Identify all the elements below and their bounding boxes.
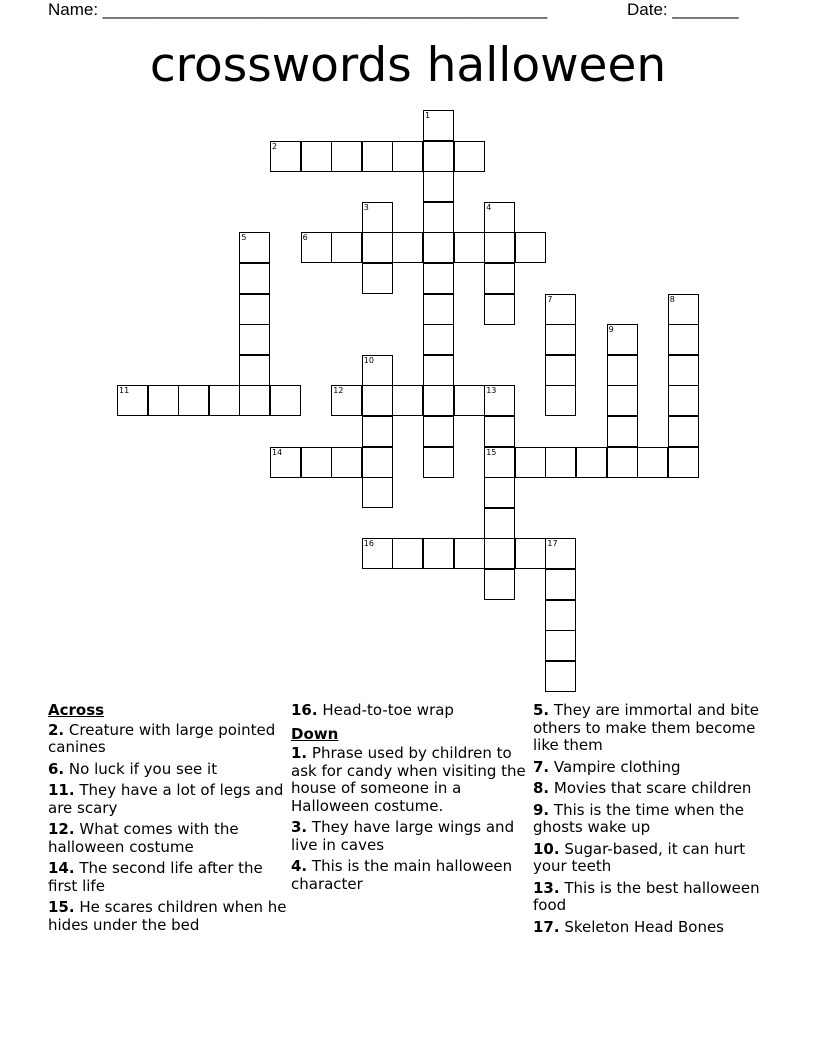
grid-cell[interactable] (301, 232, 332, 263)
clue-down-10 (533, 841, 773, 876)
clue-number: 7. (533, 757, 550, 776)
grid-cell[interactable] (484, 538, 515, 569)
clue-down-1 (291, 745, 531, 815)
clue-down-3 (291, 819, 531, 854)
grid-cell[interactable] (515, 447, 546, 478)
clue-number: 6. (48, 759, 65, 778)
clue-text: This is the main halloween character (291, 857, 513, 893)
grid-cell[interactable] (545, 569, 576, 600)
grid-cell[interactable] (484, 508, 515, 539)
grid-cell[interactable] (362, 141, 393, 172)
clue-number-label: 2 (272, 141, 278, 151)
clue-across-2 (48, 722, 288, 757)
grid-cell[interactable] (637, 447, 668, 478)
clue-number-label: 14 (272, 447, 283, 457)
date-field: Date: _______ (627, 0, 739, 19)
clue-number-label: 5 (241, 233, 247, 243)
grid-cell[interactable] (239, 294, 270, 325)
clue-number-label: 4 (486, 202, 492, 212)
grid-cell[interactable] (545, 355, 576, 386)
clues-column-3 (533, 702, 773, 940)
grid-cell[interactable] (484, 416, 515, 447)
clue-text: He scares children when he hides under the bed (48, 898, 287, 934)
grid-cell[interactable] (392, 232, 423, 263)
grid-cell[interactable] (423, 141, 454, 172)
grid-cell[interactable] (209, 385, 240, 416)
clue-down-13 (533, 880, 773, 915)
clue-text: No luck if you see it (68, 759, 218, 778)
grid-cell[interactable] (423, 202, 454, 233)
clue-across-15 (48, 899, 288, 934)
clue-text: Skeleton Head Bones (564, 917, 724, 936)
clue-number: 16. (291, 701, 318, 719)
grid-cell[interactable] (607, 416, 638, 447)
grid-cell[interactable] (545, 538, 576, 569)
grid-cell[interactable] (423, 416, 454, 447)
clue-number: 9. (533, 800, 550, 819)
clue-down-4 (291, 858, 531, 893)
grid-cell[interactable] (423, 263, 454, 294)
grid-cell[interactable] (607, 385, 638, 416)
name-field: Name: _______________________________________________ (48, 0, 548, 19)
grid-cell[interactable] (362, 447, 393, 478)
clue-number-label: 9 (608, 325, 614, 335)
clue-number: 14. (48, 859, 75, 877)
clue-text: Phrase used by children to ask for candy when visiting the house of someone in a Halloween costume. (291, 744, 526, 815)
grid-cell[interactable] (668, 294, 699, 325)
clue-text: Sugar-based, it can hurt your teeth (533, 839, 746, 875)
grid-cell[interactable] (362, 263, 393, 294)
grid-cell[interactable] (270, 385, 301, 416)
clue-down-17 (533, 919, 773, 937)
clue-across-14 (48, 860, 288, 895)
grid-cell[interactable] (423, 110, 454, 141)
clue-number: 15. (48, 898, 75, 916)
clue-number: 1. (291, 744, 308, 762)
clue-number: 13. (533, 878, 560, 897)
clue-number-label: 1 (425, 111, 431, 120)
across-heading: Across (48, 701, 105, 719)
clue-number-label: 15 (486, 447, 497, 457)
clue-text: Creature with large pointed canines (48, 720, 276, 756)
grid-cell[interactable] (239, 355, 270, 386)
clue-across-11 (48, 782, 288, 817)
grid-cell[interactable] (239, 232, 270, 263)
clue-down-8 (533, 780, 773, 798)
grid-cell[interactable] (576, 447, 607, 478)
grid-cell[interactable] (270, 141, 301, 172)
grid-cell[interactable] (239, 324, 270, 355)
clue-number: 10. (533, 839, 560, 858)
clue-number-label: 3 (363, 202, 369, 212)
grid-cell[interactable] (545, 661, 576, 692)
clue-number-label: 17 (547, 539, 558, 549)
clue-number: 8. (533, 779, 550, 797)
clue-number: 2. (48, 720, 65, 739)
grid-cell[interactable] (484, 447, 515, 478)
clue-text: They have a lot of legs and are scary (48, 781, 284, 817)
grid-cell[interactable] (423, 232, 454, 263)
grid-cell[interactable] (362, 385, 393, 416)
clue-number: 11. (48, 781, 75, 799)
grid-cell[interactable] (331, 385, 362, 416)
clue-number: 4. (291, 857, 308, 875)
grid-cell[interactable] (362, 538, 393, 569)
grid-cell[interactable] (607, 324, 638, 355)
clue-across-6 (48, 761, 288, 779)
grid-cell[interactable] (545, 447, 576, 478)
grid-cell[interactable] (454, 538, 485, 569)
grid-cell[interactable] (301, 141, 332, 172)
clue-text: Movies that scare children (553, 779, 752, 797)
clue-number: 12. (48, 820, 75, 838)
clue-number-label: 16 (363, 539, 374, 549)
grid-cell[interactable] (423, 355, 454, 386)
clue-number-label: 13 (486, 386, 497, 396)
grid-cell[interactable] (545, 600, 576, 631)
grid-cell[interactable] (545, 385, 576, 416)
clue-number-label: 6 (302, 233, 308, 243)
grid-cell[interactable] (515, 232, 546, 263)
grid-cell[interactable] (423, 171, 454, 202)
grid-cell[interactable] (362, 355, 393, 386)
grid-cell[interactable] (362, 202, 393, 233)
clue-text: The second life after the first life (48, 859, 263, 895)
grid-cell[interactable] (117, 385, 148, 416)
grid-cell[interactable] (668, 447, 699, 478)
grid-cell[interactable] (484, 263, 515, 294)
grid-cell[interactable] (423, 294, 454, 325)
clue-text: Head-to-toe wrap (322, 701, 454, 719)
grid-cell[interactable] (331, 447, 362, 478)
grid-cell[interactable] (331, 232, 362, 263)
grid-cell[interactable] (423, 385, 454, 416)
grid-cell[interactable] (454, 385, 485, 416)
clue-down-9 (533, 802, 773, 837)
grid-cell[interactable] (331, 141, 362, 172)
clue-text: This is the best halloween food (533, 878, 760, 914)
grid-cell[interactable] (545, 324, 576, 355)
clue-down-7 (533, 759, 773, 777)
clue-down-5 (533, 702, 773, 755)
clue-number-label: 12 (333, 386, 344, 396)
grid-cell[interactable] (607, 355, 638, 386)
clues-column-2 (291, 702, 531, 897)
grid-cell[interactable] (392, 141, 423, 172)
clue-text: What comes with the halloween costume (48, 820, 239, 856)
grid-cell[interactable] (148, 385, 179, 416)
grid-cell[interactable] (668, 355, 699, 386)
grid-cell[interactable] (484, 232, 515, 263)
grid-cell[interactable] (484, 385, 515, 416)
clue-across-16 (291, 702, 531, 720)
down-heading: Down (291, 724, 339, 743)
grid-cell[interactable] (484, 202, 515, 233)
grid-cell[interactable] (545, 630, 576, 661)
grid-cell[interactable] (607, 447, 638, 478)
clue-number: 5. (533, 701, 550, 719)
page-title: crosswords halloween (149, 38, 667, 93)
grid-cell[interactable] (668, 385, 699, 416)
clue-across-12 (48, 821, 288, 856)
grid-cell[interactable] (668, 416, 699, 447)
grid-cell[interactable] (454, 232, 485, 263)
grid-cell[interactable] (362, 232, 393, 263)
clue-number-label: 10 (363, 355, 374, 365)
clue-text: This is the time when the ghosts wake up (533, 800, 745, 836)
grid-cell[interactable] (484, 569, 515, 600)
grid-cell[interactable] (423, 447, 454, 478)
clue-text: Vampire clothing (553, 757, 681, 776)
clues-column-1 (48, 702, 288, 938)
grid-cell[interactable] (423, 324, 454, 355)
grid-cell[interactable] (392, 385, 423, 416)
grid-cell[interactable] (423, 538, 454, 569)
grid-cell[interactable] (362, 477, 393, 508)
grid-cell[interactable] (178, 385, 209, 416)
grid-cell[interactable] (301, 447, 332, 478)
clue-number-label: 11 (119, 386, 130, 396)
clue-number: 17. (533, 917, 560, 936)
grid-cell[interactable] (454, 141, 485, 172)
clue-number-label: 7 (547, 294, 553, 304)
grid-cell[interactable] (484, 477, 515, 508)
clue-number-label: 8 (669, 294, 675, 304)
grid-cell[interactable] (239, 385, 270, 416)
grid-cell[interactable] (515, 538, 546, 569)
clue-number: 3. (291, 818, 308, 836)
grid-cell[interactable] (392, 538, 423, 569)
grid-cell[interactable] (668, 324, 699, 355)
grid-cell[interactable] (545, 294, 576, 325)
clue-text: They have large wings and live in caves (291, 818, 515, 854)
grid-cell[interactable] (239, 263, 270, 294)
grid-cell[interactable] (362, 416, 393, 447)
grid-cell[interactable] (270, 447, 301, 478)
clue-text: They are immortal and bite others to make them become like them (533, 701, 760, 754)
grid-cell[interactable] (484, 294, 515, 325)
